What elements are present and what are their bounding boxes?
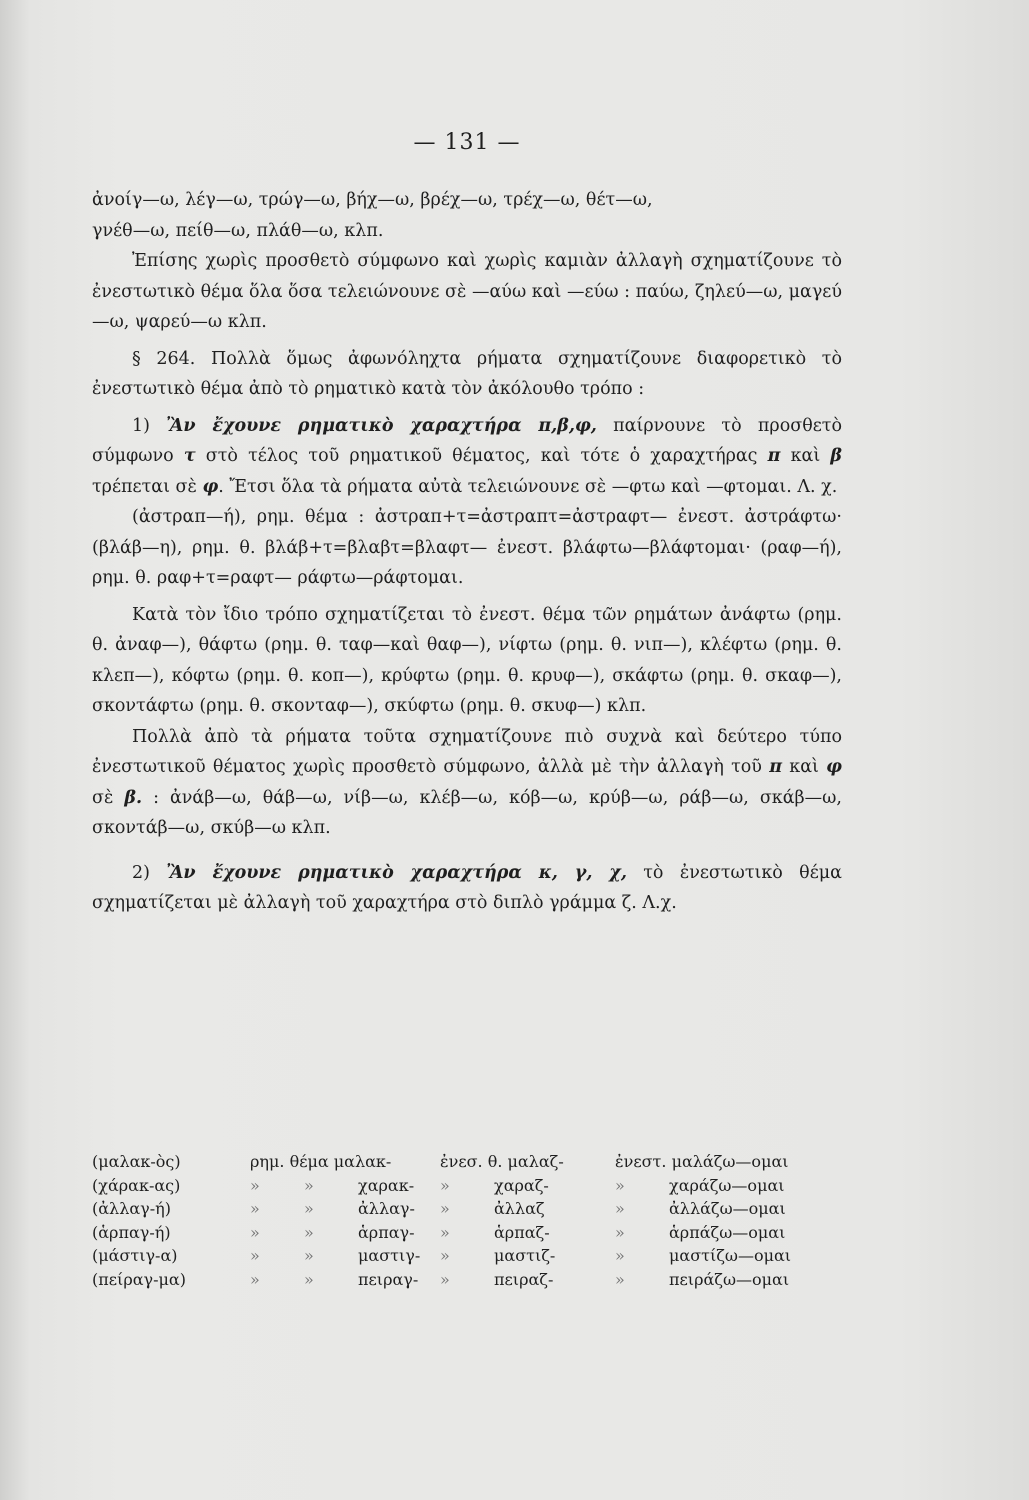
rule-1-phi: φ [202, 476, 219, 497]
ditto-mark: » [250, 1269, 260, 1289]
stem-cell [250, 1174, 440, 1198]
stem-value: χαρακ- [358, 1175, 415, 1195]
noun-cell: (χάρακ-ας) [92, 1175, 181, 1195]
second-form-text-a: Πολλὰ ἀπὸ τὰ ρήματα τοῦτα σχηματίζουνε πιὸ συχνὰ καὶ δεύτερο τύπο ἐνεστωτικοῦ θέματος χωρὶς προσθετὸ σύμφωνο, ἀλλὰ μὲ τὴν ἀλλαγὴ τοῦ [92, 726, 842, 777]
stem-cell [250, 1150, 440, 1174]
paragraph-examples-1: (ἀστραπ—ή), ρημ. θέμα : ἀστραπ+τ=ἀστραπτ=ἀστραφτ— ἐνεστ. ἀστράφτω· (βλάβ—η), ρημ. θ. βλάβ+τ=βλαβτ=βλαφτ— ἐνεστ. βλάφτω—βλάφτομαι· (ραφ—ή), ρημ. θ. ραφ+τ=ραφτ— ράφτω—ράφτομαι. [92, 507, 842, 588]
second-form-pi: π [769, 757, 783, 777]
rule-1-text-e: . Ἔτσι ὅλα τὰ ρήματα αὐτὰ τελειώνουνε σὲ —φτω καὶ —φτομαι. Λ. χ. [218, 476, 838, 497]
table-row [92, 1244, 852, 1268]
table-row [92, 1150, 852, 1174]
second-form-phi: φ [826, 757, 842, 777]
rule-1-text-b: στὸ τέλος τοῦ ρηματικοῦ θέματος, καὶ τότε ὁ χαραχτήρας [195, 446, 768, 466]
form-cell [615, 1197, 852, 1221]
rule-1-pi: π [767, 446, 781, 466]
noun-cell: (μάστιγ-α) [92, 1246, 178, 1265]
present-stem-cell [440, 1244, 615, 1268]
stem-cell [250, 1221, 440, 1245]
stem-cell [250, 1244, 440, 1268]
verb-table [92, 1150, 852, 1291]
present-stem-value: ἀλλαζ [494, 1199, 545, 1218]
paragraph-same-way: Κατὰ τὸν ἴδιο τρόπο σχηματίζεται τὸ ἐνεστ. θέμα τῶν ρημάτων ἀνάφτω (ρημ. θ. ἀναφ—), θάφτω (ρημ. θ. ταφ—καὶ θαφ—), νίφτω (ρημ. θ. νιπ—), κλέφτω (ρημ. θ. κλεπ—), κόφτω (ρημ. θ. κοπ—), κρύφτω (ρημ. θ. κρυφ—), σκάφτω (ρημ. θ. σκαφ—), σκοντάφτω (ρημ. θ. σκονταφ—), σκύφτω (ρημ. θ. σκυφ—) κλπ. [92, 604, 842, 716]
rule-1-text-a: παίρνουνε τὸ προσθετὸ σύμφωνο [92, 415, 843, 466]
form-value: ἁρπάζω—ομαι [669, 1222, 786, 1242]
stem-value: μαστιγ- [358, 1246, 421, 1265]
body-text [92, 185, 842, 919]
present-stem-label: ἐνεσ. θ. [440, 1152, 503, 1171]
noun-cell: (μαλακ-ὸς) [92, 1152, 181, 1171]
ditto-mark: » [304, 1199, 314, 1218]
ditto-mark: » [615, 1269, 625, 1289]
stem-label: ρημ. θέμα [250, 1152, 329, 1171]
paragraph-rule-1 [92, 411, 842, 503]
present-stem-value: χαραζ- [494, 1175, 549, 1195]
form-cell [615, 1268, 852, 1292]
form-value: χαράζω—ομαι [669, 1175, 785, 1195]
page-number: — 131 — [413, 130, 521, 155]
ditto-mark: » [440, 1246, 450, 1265]
second-form-text-b: καὶ [782, 757, 827, 777]
ditto-mark: » [615, 1246, 625, 1265]
paragraph-second-form [92, 722, 842, 844]
table-row [92, 1174, 852, 1198]
rule-1-text-c: καὶ [780, 446, 831, 466]
ditto-mark: » [304, 1175, 314, 1195]
form-cell [615, 1244, 852, 1268]
rule-1-tau: τ [183, 446, 196, 466]
ditto-mark: » [615, 1175, 625, 1195]
ditto-mark: » [440, 1269, 450, 1289]
rule-2-text: τὸ ἐνεστωτικὸ θέμα σχηματίζεται μὲ ἀλλαγὴ τοῦ χαραχτήρα στὸ διπλὸ γράμμα ζ. Λ.χ. [92, 862, 842, 913]
stem-cell [250, 1197, 440, 1221]
table-row [92, 1268, 852, 1292]
noun-cell: (ἁρπαγ-ή) [92, 1222, 171, 1242]
form-value: μαστίζω—ομαι [669, 1246, 792, 1265]
rule-1-number: 1) [132, 415, 167, 436]
form-label: ἐνεστ. [615, 1152, 667, 1171]
present-stem-cell [440, 1268, 615, 1292]
noun-cell: (ἀλλαγ-ή) [92, 1199, 171, 1218]
paragraph-264: § 264. Πολλὰ ὅμως ἀφωνόληχτα ρήματα σχηματίζουνε διαφορετικὸ τὸ ἐνεστωτικὸ θέμα ἀπὸ τὸ ρηματικὸ κατὰ τὸν ἀκόλουθο τρόπο : [92, 348, 842, 399]
table-row [92, 1197, 852, 1221]
form-value: ἀλλάζω—ομαι [669, 1199, 786, 1218]
form-value: μαλάζω—ομαι [671, 1152, 789, 1171]
second-form-text-d: : ἀνάβ—ω, θάβ—ω, νίβ—ω, κλέβ—ω, κόβ—ω, κρύβ—ω, ράβ—ω, σκάβ—ω, σκοντάβ—ω, σκύβ—ω κλπ. [92, 787, 842, 838]
ditto-mark: » [250, 1246, 260, 1265]
paragraph-rule-2 [92, 858, 842, 919]
form-cell [615, 1150, 852, 1174]
present-stem-cell [440, 1150, 615, 1174]
stem-cell [250, 1268, 440, 1292]
rule-1-heading: Ἂν ἔχουνε ρηματικὸ χαραχτήρα π,β,φ, [166, 415, 597, 436]
stem-value: πειραγ- [358, 1269, 419, 1289]
line-2: γνέθ—ω, πείθ—ω, πλάθ—ω, κλπ. [92, 220, 384, 241]
ditto-mark: » [250, 1222, 260, 1242]
ditto-mark: » [304, 1222, 314, 1242]
ditto-mark: » [615, 1199, 625, 1218]
ditto-mark: » [615, 1222, 625, 1242]
table-row [92, 1221, 852, 1245]
rule-1-text-d: τρέπεται σὲ [92, 476, 203, 497]
second-form-beta: β. [124, 787, 143, 808]
present-stem-cell [440, 1197, 615, 1221]
ditto-mark: » [250, 1175, 260, 1195]
stem-value: μαλακ- [333, 1152, 392, 1171]
present-stem-cell [440, 1221, 615, 1245]
present-stem-cell [440, 1174, 615, 1198]
ditto-mark: » [250, 1199, 260, 1218]
rule-1-beta: β [830, 446, 843, 466]
present-stem-value: πειραζ- [494, 1269, 554, 1289]
ditto-mark: » [440, 1175, 450, 1195]
ditto-mark: » [440, 1222, 450, 1242]
form-cell [615, 1221, 852, 1245]
ditto-mark: » [304, 1269, 314, 1289]
ditto-mark: » [440, 1199, 450, 1218]
rule-2-heading: Ἂν ἔχουνε ρηματικὸ χαραχτήρα κ, γ, χ, [166, 862, 627, 883]
form-cell [615, 1174, 852, 1198]
line-1: ἀνοίγ—ω, λέγ—ω, τρώγ—ω, βήχ—ω, βρέχ—ω, τρέχ—ω, θέτ—ω, [92, 190, 653, 210]
present-stem-value: ἁρπαζ- [494, 1222, 550, 1242]
present-stem-value: μαστιζ- [494, 1246, 556, 1265]
form-value: πειράζω—ομαι [669, 1269, 790, 1289]
rule-2-number: 2) [132, 862, 167, 883]
second-form-text-c: σὲ [92, 787, 125, 808]
stem-value: ἀλλαγ- [358, 1199, 415, 1218]
stem-value: ἁρπαγ- [358, 1222, 415, 1242]
paragraph-episis: Ἐπίσης χωρὶς προσθετὸ σύμφωνο καὶ χωρὶς καμιὰν ἀλλαγὴ σχηματίζουνε τὸ ἐνεστωτικὸ θέμα ὅλα ὅσα τελειώνουνε σὲ —αύω καὶ —εύω : παύω, ζηλεύ—ω, μαγεύ—ω, ψαρεύ—ω κλπ. [92, 251, 842, 332]
noun-cell: (πείραγ-μα) [92, 1269, 186, 1289]
present-stem-value: μαλαζ- [507, 1152, 564, 1171]
ditto-mark: » [304, 1246, 314, 1265]
